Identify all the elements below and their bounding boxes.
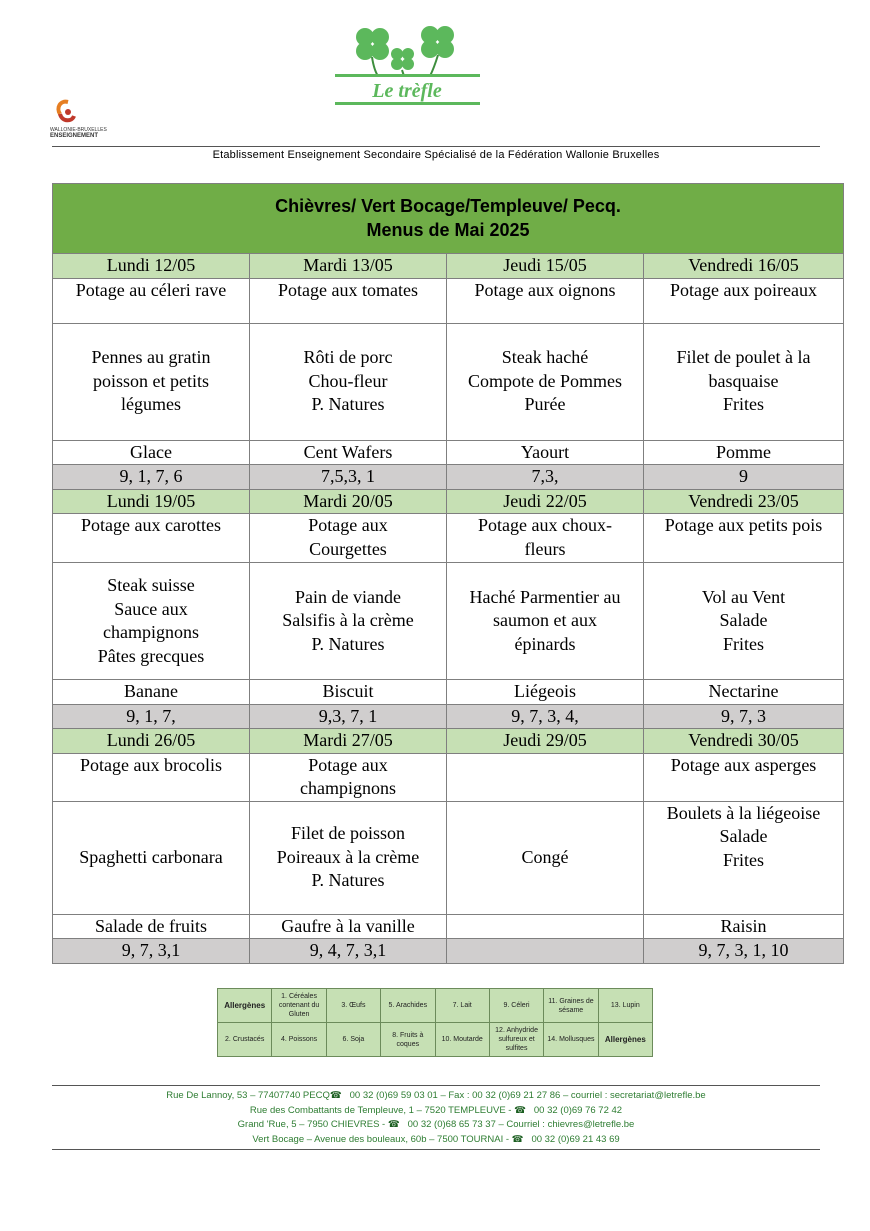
legend-cell: 11. Graines de sésame: [544, 989, 598, 1023]
main-line: Salsifis à la crème: [282, 610, 414, 631]
allergen-cell: 7,5,3, 1: [250, 465, 447, 490]
four-leaf-clover-icon: [330, 22, 485, 114]
dessert-cell: Gaufre à la vanille: [250, 914, 447, 939]
footer-divider-bottom: [52, 1149, 820, 1150]
main-line: Filet de poulet à la: [676, 347, 811, 368]
footer-line-tournai: Vert Bocage – Avenue des bouleaux, 60b – 7500 TOURNAI - ☎ 00 32 (0)69 21 43 69: [252, 1133, 620, 1145]
allergen-cell: 7,3,: [447, 465, 644, 490]
main-line: Filet de poisson: [290, 823, 405, 844]
main-line: P. Natures: [311, 633, 385, 654]
allergen-cell: 9, 4, 7, 3,1: [250, 939, 447, 964]
le-trefle-logo: [330, 22, 485, 114]
footer-line-chievres: Grand 'Rue, 5 – 7950 CHIEVRES - ☎ 00 32 (0)68 65 73 37 – Courriel : chievres@letrefle.be: [237, 1119, 635, 1130]
soup-line: champignons: [300, 778, 396, 798]
soup-cell: [250, 753, 447, 801]
soup-line: Potage aux choux-: [478, 515, 612, 535]
soup-line: Potage aux carottes: [81, 515, 221, 535]
legend-cell: 2. Crustacés: [218, 1023, 272, 1057]
soup-cell: [53, 753, 250, 801]
day-header: Vendredi 23/05: [644, 489, 844, 514]
soup-cell: [447, 753, 644, 801]
main-line: Steak haché: [501, 347, 589, 368]
main-line: Compote de Pommes: [468, 370, 622, 391]
allergen-cell: 9, 7, 3,1: [53, 939, 250, 964]
soup-cell: [447, 514, 644, 563]
legend-cell: 9. Céleri: [489, 989, 543, 1023]
day-header: Vendredi 30/05: [644, 729, 844, 754]
main-line: champignons: [103, 622, 199, 642]
menu-title-line1: Chièvres/ Vert Bocage/Templeuve/ Pecq.: [275, 196, 621, 216]
legend-cell: 8. Fruits à coques: [381, 1023, 435, 1057]
legend-cell: 10. Moutarde: [435, 1023, 489, 1057]
main-line: Vol au Vent: [701, 586, 786, 607]
phone-icon: ☎: [329, 1090, 342, 1101]
allergen-cell: 9, 7, 3: [644, 704, 844, 729]
main-line: Haché Parmentier au: [469, 586, 621, 607]
dessert-row: [53, 680, 844, 705]
day-header: Lundi 19/05: [53, 489, 250, 514]
soup-row: [53, 278, 844, 323]
day-header: Jeudi 22/05: [447, 489, 644, 514]
main-row: [53, 323, 844, 440]
legend-cell: 5. Arachides: [381, 989, 435, 1023]
main-line: Frites: [723, 394, 765, 415]
main-cell: [447, 323, 644, 440]
soup-cell: [644, 753, 844, 801]
soup-line: Courgettes: [309, 538, 387, 559]
allergen-cell: 9, 1, 7,: [53, 704, 250, 729]
soup-cell: [644, 514, 844, 563]
dessert-cell: Salade de fruits: [53, 914, 250, 939]
soup-cell: Potage aux oignons: [447, 278, 644, 323]
soup-line: Potage aux asperges: [670, 754, 817, 775]
footer-addresses: [52, 1089, 820, 1147]
day-header: Vendredi 16/05: [644, 254, 844, 279]
legend-cell: Allergènes: [598, 1023, 652, 1057]
main-line: Boulets à la liégeoise: [666, 802, 821, 823]
day-header: Lundi 12/05: [53, 254, 250, 279]
main-line: Pain de viande: [295, 586, 401, 607]
day-header: Jeudi 29/05: [447, 729, 644, 754]
soup-cell: [53, 514, 250, 563]
main-line: Purée: [524, 394, 566, 415]
wbe-emblem-icon: [50, 98, 80, 126]
footer-line-pecq: Rue De Lannoy, 53 – 77407740 PECQ☎ 00 32 (0)69 59 03 01 – Fax : 00 32 (0)69 21 27 86 – courriel : secretariat@letrefle.be: [166, 1090, 706, 1101]
footer-divider-top: [52, 1085, 820, 1086]
menu-table: [52, 183, 844, 964]
dessert-cell: Raisin: [644, 914, 844, 939]
legend-cell: 4. Poissons: [272, 1023, 326, 1057]
main-line: Congé: [521, 846, 569, 867]
soup-line: Potage aux: [308, 515, 388, 535]
main-row: [53, 801, 844, 914]
soup-row: [53, 514, 844, 563]
day-header-row: [53, 489, 844, 514]
dessert-cell: Yaourt: [447, 440, 644, 465]
legend-cell: 3. Œufs: [326, 989, 380, 1023]
main-cell: [53, 801, 250, 914]
main-line: épinards: [514, 633, 576, 654]
dessert-cell: Banane: [53, 680, 250, 705]
soup-line: Potage aux: [308, 754, 388, 775]
allergen-cell: 9, 1, 7, 6: [53, 465, 250, 490]
soup-cell: Potage au céleri rave: [53, 278, 250, 323]
dessert-cell: [447, 914, 644, 939]
dessert-cell: Glace: [53, 440, 250, 465]
legend-cell: 6. Soja: [326, 1023, 380, 1057]
legend-cell: 7. Lait: [435, 989, 489, 1023]
main-row: [53, 563, 844, 680]
main-line: Poireaux à la crème: [276, 846, 420, 867]
main-cell: [644, 563, 844, 680]
dessert-cell: Pomme: [644, 440, 844, 465]
allergen-row: [53, 704, 844, 729]
day-header: Jeudi 15/05: [447, 254, 644, 279]
main-cell: [53, 323, 250, 440]
dessert-cell: Biscuit: [250, 680, 447, 705]
main-line: Pâtes grecques: [97, 645, 205, 666]
main-line: Pennes au gratin: [91, 347, 211, 368]
phone-icon: ☎: [514, 1104, 526, 1116]
legend-cell: 14. Mollusques: [544, 1023, 598, 1057]
day-header: Lundi 26/05: [53, 729, 250, 754]
main-line: Frites: [723, 633, 765, 654]
wbe-logo: [50, 98, 110, 143]
day-header: Mardi 20/05: [250, 489, 447, 514]
main-cell: [250, 563, 447, 680]
main-cell: [447, 801, 644, 914]
main-cell: [53, 563, 250, 680]
phone-icon: ☎: [511, 1133, 524, 1145]
main-line: Chou-fleur: [308, 370, 388, 391]
legend-cell: 12. Anhydride sulfureux et sulfites: [489, 1023, 543, 1057]
allergen-cell: 9, 7, 3, 1, 10: [644, 939, 844, 964]
soup-line: Potage aux brocolis: [80, 754, 222, 775]
day-header-row: [53, 254, 844, 279]
legend-cell: Allergènes: [218, 989, 272, 1023]
main-cell: [447, 563, 644, 680]
dessert-cell: Nectarine: [644, 680, 844, 705]
allergen-row: [53, 465, 844, 490]
day-header: Mardi 27/05: [250, 729, 447, 754]
main-line: Rôti de porc: [303, 347, 393, 368]
dessert-row: [53, 440, 844, 465]
allergen-cell: 9,3, 7, 1: [250, 704, 447, 729]
main-cell: [250, 323, 447, 440]
allergen-cell: 9: [644, 465, 844, 490]
day-header-row: [53, 729, 844, 754]
main-line: Salade: [719, 826, 768, 846]
phone-icon: ☎: [387, 1119, 400, 1130]
main-line: Sauce aux: [114, 598, 188, 619]
main-line: Spaghetti carbonara: [79, 846, 223, 867]
soup-row: [53, 753, 844, 801]
main-cell: [644, 801, 844, 914]
legend-cell: 13. Lupin: [598, 989, 652, 1023]
main-line: P. Natures: [311, 394, 385, 415]
footer-line-templeuve: Rue des Combattants de Templeuve, 1 – 7520 TEMPLEUVE - ☎ 00 32 (0)69 76 72 42: [249, 1104, 623, 1116]
dessert-cell: Cent Wafers: [250, 440, 447, 465]
establishment-title: Etablissement Enseignement Secondaire Spécialisé de la Fédération Wallonie Bruxelles: [212, 149, 660, 161]
allergen-cell: 9, 7, 3, 4,: [447, 704, 644, 729]
soup-line: Potage aux petits pois: [664, 515, 823, 535]
main-cell: [250, 801, 447, 914]
main-line: basquaise: [708, 370, 779, 391]
main-line: P. Natures: [311, 870, 385, 891]
allergen-legend: [217, 988, 653, 1057]
allergen-row: [53, 939, 844, 964]
day-header: Mardi 13/05: [250, 254, 447, 279]
main-line: Salade: [719, 610, 768, 631]
menu-title-line2: Menus de Mai 2025: [366, 219, 530, 240]
dessert-row: [53, 914, 844, 939]
main-line: Steak suisse: [107, 575, 195, 595]
main-cell: [644, 323, 844, 440]
soup-cell: Potage aux poireaux: [644, 278, 844, 323]
wbe-line2: ENSEIGNEMENT: [50, 133, 99, 139]
soup-line: fleurs: [524, 538, 566, 559]
main-line: poisson et petits: [93, 370, 209, 391]
main-line: Frites: [723, 849, 765, 870]
logo-text: Le trèfle: [372, 80, 442, 102]
wbe-line1: WALLONIE-BRUXELLES: [50, 127, 107, 133]
menu-title: [53, 184, 844, 254]
main-line: saumon et aux: [493, 610, 597, 631]
main-line: légumes: [121, 394, 181, 415]
soup-cell: Potage aux tomates: [250, 278, 447, 323]
legend-cell: 1. Céréales contenant du Gluten: [272, 989, 326, 1023]
header-divider: [52, 146, 820, 147]
soup-cell: [250, 514, 447, 563]
allergen-cell: [447, 939, 644, 964]
dessert-cell: Liégeois: [447, 680, 644, 705]
